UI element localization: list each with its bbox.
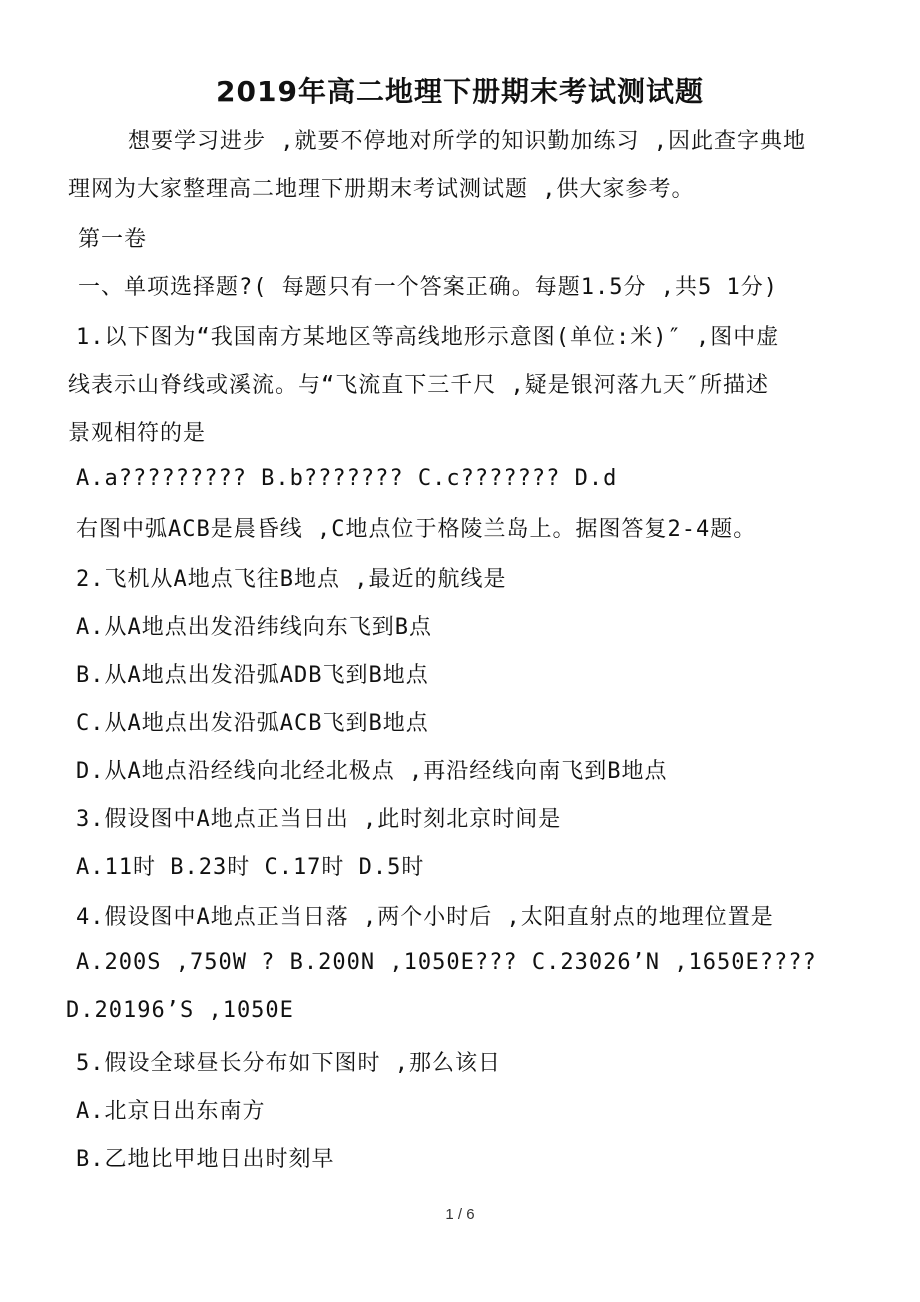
figure-note: 右图中弧ACB是晨昏线 ,C地点位于格陵兰岛上。据图答复2-4题。 [76, 517, 757, 542]
question-1-line-3: 景观相符的是 [68, 421, 207, 446]
page-indicator: 1 / 6 [445, 1206, 475, 1223]
section-heading: 一、单项选择题?( 每题只有一个答案正确。每题1.5分 ,共5 1分) [78, 275, 778, 300]
question-1-options: A.a????????? B.b??????? C.c??????? D.d [76, 466, 618, 491]
question-2-option-b: B.从A地点出发沿弧ADB飞到B地点 [76, 663, 429, 688]
question-5-option-b: B.乙地比甲地日出时刻早 [76, 1147, 335, 1172]
question-2-option-d: D.从A地点沿经线向北经北极点 ,再沿经线向南飞到B地点 [76, 759, 668, 784]
question-1-line-1: 1.以下图为“我国南方某地区等高线地形示意图(单位:米)″ ,图中虚 [76, 325, 780, 350]
volume-heading: 第一卷 [78, 227, 148, 252]
question-2-option-a: A.从A地点出发沿纬线向东飞到B点 [76, 615, 432, 640]
intro-line-2: 理网为大家整理高二地理下册期末考试测试题 ,供大家参考。 [68, 177, 695, 202]
question-3: 3.假设图中A地点正当日出 ,此时刻北京时间是 [76, 807, 562, 832]
document-title: 2019年高二地理下册期末考试测试题 [216, 75, 704, 108]
question-4-options-line-1: A.200S ,750W ? B.200N ,1050E??? C.23026’N ,1650E???? [76, 950, 817, 975]
intro-line-1: 想要学习进步 ,就要不停地对所学的知识勤加练习 ,因此查字典地 [128, 129, 806, 154]
question-4: 4.假设图中A地点正当日落 ,两个小时后 ,太阳直射点的地理位置是 [76, 905, 774, 930]
question-2: 2.飞机从A地点飞往B地点 ,最近的航线是 [76, 567, 507, 592]
question-1-line-2: 线表示山脊线或溪流。与“飞流直下三千尺 ,疑是银河落九天″所描述 [68, 373, 769, 398]
question-2-option-c: C.从A地点出发沿弧ACB飞到B地点 [76, 711, 429, 736]
question-5: 5.假设全球昼长分布如下图时 ,那么该日 [76, 1051, 501, 1076]
question-5-option-a: A.北京日出东南方 [76, 1099, 266, 1124]
question-4-options-line-2: D.20196’S ,1050E [66, 998, 294, 1023]
question-3-options: A.11时 B.23时 C.17时 D.5时 [76, 855, 425, 880]
